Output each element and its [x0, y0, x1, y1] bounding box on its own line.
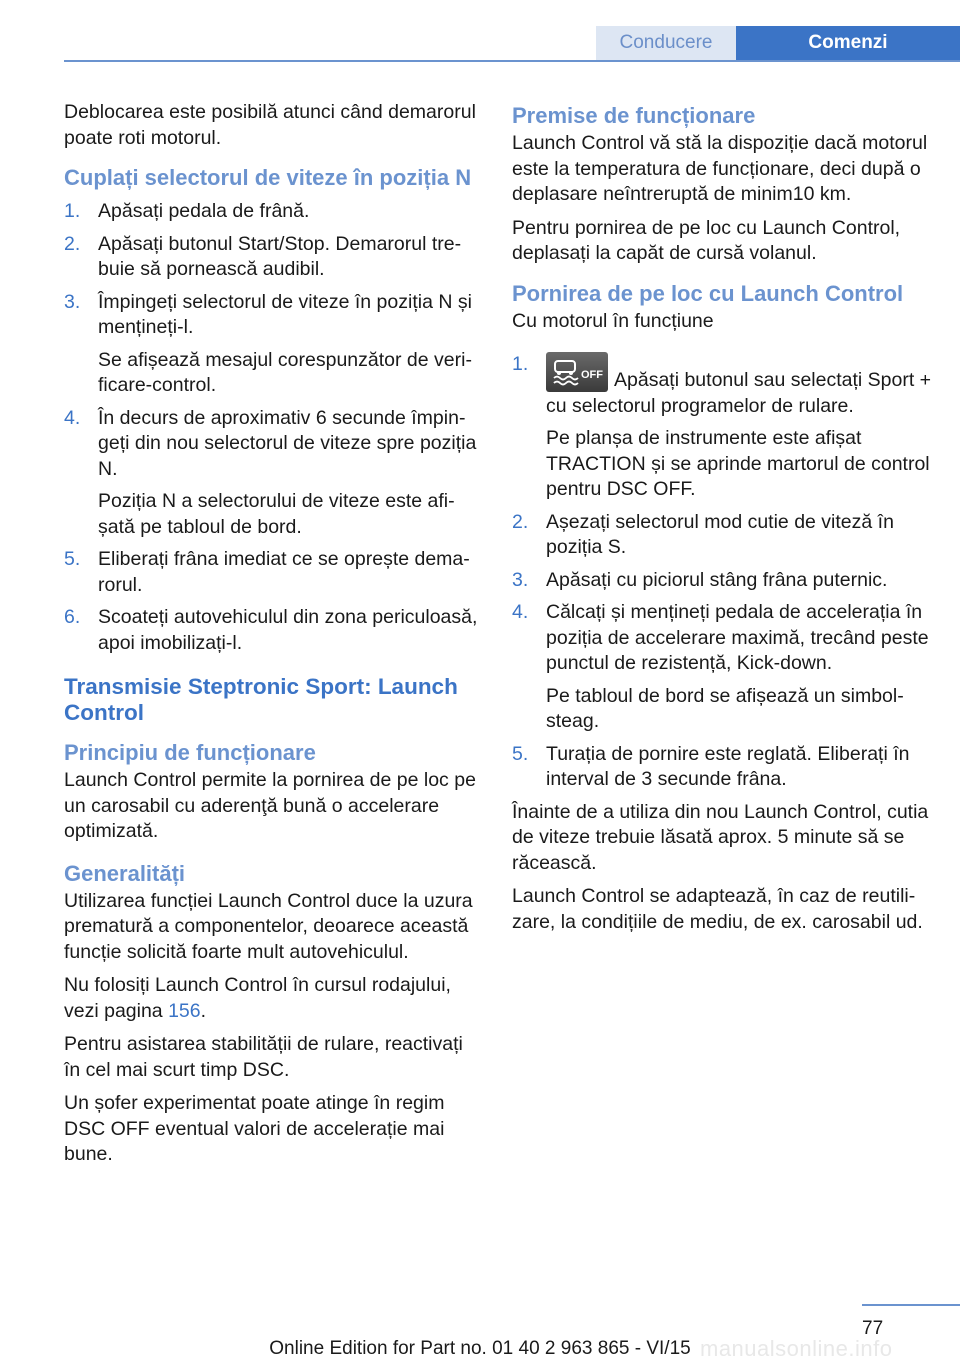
left-column — [64, 100, 484, 1176]
list-item: 2. Apăsați butonul Start/Stop. Demarorul trebuie să pornească audibil. — [64, 232, 462, 280]
after-paragraph-2: Launch Control se adaptează, în caz de reutilizare, la condițiile de mediu, de ex. carosabil ud. — [512, 885, 923, 933]
dsc-off-button-icon: OFF — [546, 352, 608, 392]
heading-premise: Premise de funcționare — [512, 103, 756, 128]
heading-principle: Principiu de funcționare — [64, 740, 316, 765]
intro-paragraph: Deblocarea este posibilă atunci când demarorul poate roti motorul. — [64, 101, 476, 149]
tab-comenzi[interactable]: Comenzi — [736, 26, 960, 60]
list-item: 3. Apăsați cu piciorul stâng frâna puternic. — [512, 568, 888, 591]
steps-start-list — [512, 352, 932, 793]
heading-general: Generalități — [64, 860, 186, 886]
general-paragraph-1: Utilizarea funcției Launch Control duce la uzura prematură a componentelor, deoarece această funcție solicită foarte mult autovehiculul. — [64, 889, 473, 963]
list-item: 6. Scoateți autovehiculul din zona periculoasă, apoi imobilizați-l. — [64, 606, 478, 654]
footer-edition: Online Edition for Part no. 01 40 2 963 865 - VI/15 — [269, 1338, 691, 1359]
list-item: 3. Împingeți selectorul de viteze în poziția N și mențineți-l. Se afișează mesajul corespunzător de verificare-control. — [64, 290, 472, 396]
list-item: 2. Așezați selectorul mod cutie de viteză în poziția S. — [512, 510, 894, 558]
page-link[interactable]: 156 — [168, 999, 201, 1022]
general-paragraph-2: Nu folosiți Launch Control în cursul rodajului, vezi pagina 156. — [64, 974, 451, 1022]
list-item: 1. OFF Apăsați butonul sau selectați Sport + cu selectorul programelor de rulare. Pe planșa de instrumente este afișat TRACTION și se aprinde martorul de control pentru DSC OFF. — [512, 353, 932, 500]
tab-conducere[interactable]: Conducere — [596, 26, 736, 60]
heading-launch-control: Transmisie Steptronic Sport: Launch Control — [64, 674, 458, 725]
start-intro: Cu motorul în funcțiune — [512, 309, 714, 332]
page-header — [0, 0, 960, 62]
watermark: manualsonline.info — [700, 1336, 893, 1361]
steps-neutral-list — [64, 199, 484, 656]
list-item: 4. Călcați și mențineți pedala de accelerația în poziția de accelerare maximă, trecând peste punctul de rezistență, Kick-down. Pe tabloul de bord se afișează un simbol-steag. — [512, 601, 929, 732]
list-item: 5. Turația de pornire este reglată. Eliberați în interval de 3 secunde frâna. — [512, 742, 910, 790]
premise-paragraph-1: Launch Control vă stă la dispoziție dacă motorul este la temperatura de funcționare, deci după o deplasare neîntreruptă de minim10 km. — [512, 132, 928, 205]
right-column — [512, 100, 932, 943]
heading-start: Pornirea de pe loc cu Launch Control — [512, 280, 904, 306]
heading-neutral: Cuplați selectorul de viteze în poziția N — [64, 165, 472, 190]
list-item: 4. În decurs de aproximativ 6 secunde împingeți din nou selectorul de viteze spre poziția N. Poziția N a selectorului de viteze este afișată pe tabloul de bord. — [64, 406, 477, 538]
principle-paragraph: Launch Control permite la pornirea de pe loc pe un carosabil cu aderenţă bună o accelerare optimizată. — [64, 769, 476, 842]
list-item: 5. Eliberați frâna imediat ce se oprește demarorul. — [64, 548, 470, 596]
header-divider — [64, 60, 960, 62]
premise-paragraph-2: Pentru pornirea de pe loc cu Launch Control, deplasați la capăt de cursă volanul. — [512, 216, 901, 264]
footer-divider — [862, 1304, 960, 1306]
general-paragraph-4: Un șofer experimentat poate atinge în regim DSC OFF eventual valori de accelerație mai bune. — [64, 1092, 445, 1165]
general-paragraph-3: Pentru asistarea stabilității de rulare, reactivați în cel mai scurt timp DSC. — [64, 1033, 463, 1081]
list-item: 1. Apăsați pedala de frână. — [64, 200, 310, 222]
page-number: 77 — [862, 1318, 884, 1339]
after-paragraph-1: Înainte de a utiliza din nou Launch Control, cutia de viteze trebuie lăsată aprox. 5 minute să se răcească. — [512, 800, 929, 874]
